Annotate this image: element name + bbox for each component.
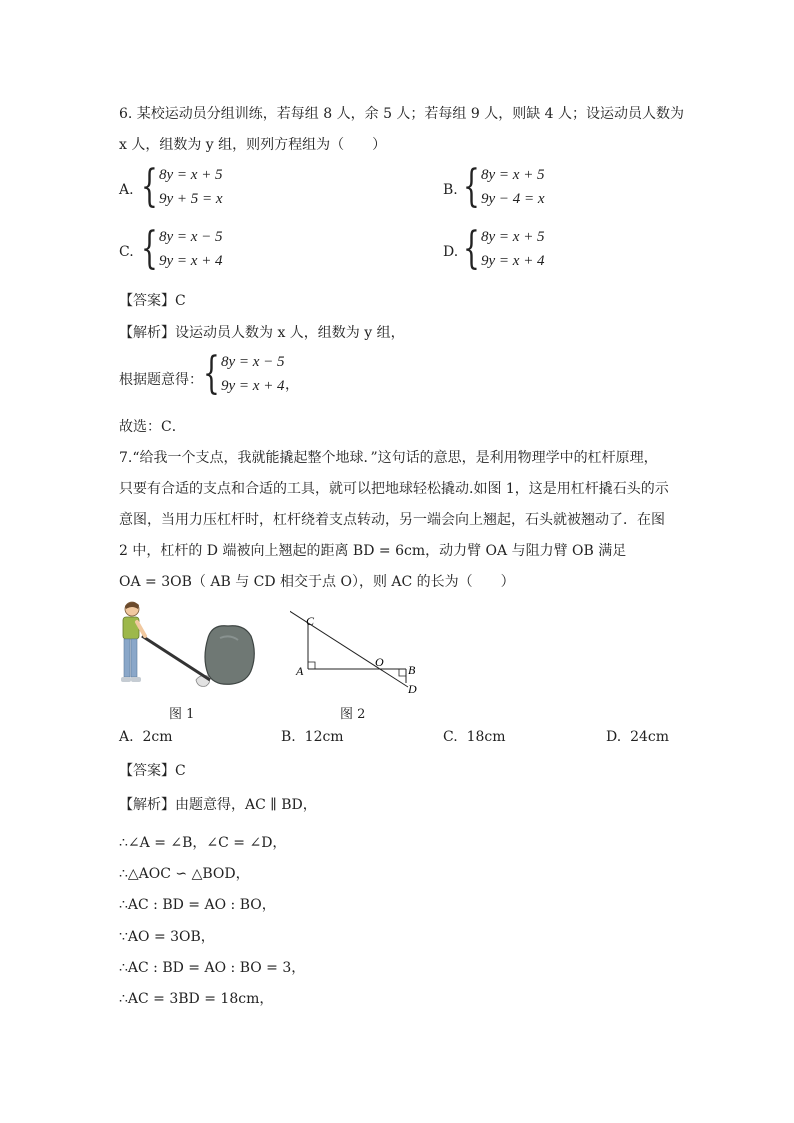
q7-step-2: ∴∠A = ∠B，∠C = ∠D，: [119, 835, 287, 851]
q6-option-d-eq1: 8y = x + 5: [481, 229, 545, 245]
q6-option-c-label: C.: [119, 244, 134, 260]
q7-step-1: 【解析】由题意得，AC ∥ BD，: [119, 797, 317, 813]
point-b-label: B: [408, 663, 416, 677]
lever-bar: [142, 636, 210, 680]
point-d-label: D: [408, 682, 417, 696]
q6-analysis-prefix: 根据题意得：: [119, 372, 203, 388]
q7-stem-line1: 7.“给我一个支点，我就能撬起整个地球．”这句话的意思，是利用物理学中的杠杆原理，: [119, 450, 658, 466]
q6-option-a-system: [141, 161, 261, 217]
q7-option-a-label: A.: [119, 729, 134, 745]
q7-option-a: [119, 729, 173, 745]
q7-option-b: [281, 729, 344, 745]
figure-2-caption: 图 2: [340, 707, 366, 722]
q6-option-c-eq2: 9y = x + 4: [159, 253, 223, 269]
q6-stem-line2: x 人，组数为 y 组，则列方程组为（ ）: [119, 137, 387, 153]
q7-option-c-label: C.: [443, 729, 458, 745]
q6-analysis-line1: 【解析】设运动员人数为 x 人，组数为 y 组，: [119, 325, 405, 341]
q6-option-b-eq1: 8y = x + 5: [481, 167, 545, 183]
q7-step-6: ∴AC : BD = AO : BO = 3，: [119, 960, 306, 976]
brace-icon: {: [141, 161, 158, 212]
figure-1-caption: 图 1: [169, 707, 195, 722]
q6-analysis-suffix: ，: [285, 377, 299, 393]
q7-answer: 【答案】C: [119, 763, 186, 779]
q7-option-d: [606, 729, 669, 745]
q7-option-d-value: 24cm: [630, 729, 670, 745]
q7-step-5: ∵AO = 3OB，: [119, 929, 215, 945]
brace-icon: {: [141, 223, 158, 274]
brace-icon: {: [203, 348, 220, 399]
figure-2-diagram: [290, 603, 430, 698]
q7-option-c-value: 18cm: [466, 729, 506, 745]
q7-step-7: ∴AC = 3BD = 18cm，: [119, 991, 274, 1007]
q6-option-b-label: B.: [443, 182, 458, 198]
q6-analysis-eq1: 8y = x − 5: [221, 354, 285, 370]
point-c-label: C: [306, 614, 315, 628]
brace-icon: {: [463, 161, 480, 212]
q6-option-b-eq2: 9y − 4 = x: [481, 191, 545, 207]
q7-option-c: [443, 729, 506, 745]
q7-option-b-label: B.: [281, 729, 296, 745]
q6-answer: 【答案】C: [119, 293, 186, 309]
q6-option-a-eq2: 9y + 5 = x: [159, 191, 223, 207]
point-a-label: A: [296, 664, 304, 678]
q7-option-d-label: D.: [606, 729, 622, 745]
q6-option-b-system: [463, 161, 583, 217]
person-icon: [121, 602, 145, 682]
right-angle-b-icon: [399, 669, 406, 676]
q6-option-a-eq1: 8y = x + 5: [159, 167, 223, 183]
rock-icon: [205, 626, 254, 685]
q6-stem-line1: 6. 某校运动员分组训练，若每组 8 人，余 5 人；若每组 9 人，则缺 4 人；设运动员人数为: [119, 106, 685, 122]
point-o-label: O: [375, 655, 384, 669]
q7-stem-line5: OA = 3OB（ AB 与 CD 相交于点 O），则 AC 的长为（ ）: [119, 574, 515, 590]
figure-1-lever-illustration: [112, 600, 272, 695]
q6-option-d-label: D.: [443, 244, 459, 260]
q6-option-d-system: [463, 223, 583, 279]
q7-step-3: ∴△AOC ∽ △BOD，: [119, 866, 250, 882]
q6-analysis-eq2: 9y = x + 4: [221, 378, 285, 394]
brace-icon: {: [463, 223, 480, 274]
q7-step-4: ∴AC : BD = AO : BO，: [119, 897, 276, 913]
q6-conclusion: 故选：C．: [119, 419, 186, 435]
q7-option-a-value: 2cm: [142, 729, 173, 745]
q7-stem-line3: 意图，当用力压杠杆时，杠杆绕着支点转动，另一端会向上翘起，石头就被翘动了．在图: [119, 512, 665, 528]
q6-option-a-label: A.: [119, 182, 134, 198]
q7-option-b-value: 12cm: [304, 729, 344, 745]
q6-option-d-eq2: 9y = x + 4: [481, 253, 545, 269]
q7-stem-line4: 2 中，杠杆的 D 端被向上翘起的距离 BD = 6cm，动力臂 OA 与阻力臂 OB 满足: [119, 543, 627, 559]
q6-option-c-eq1: 8y = x − 5: [159, 229, 223, 245]
q7-stem-line2: 只要有合适的支点和合适的工具，就可以把地球轻松撬动.如图 1，这是用杠杆撬石头的示: [119, 481, 669, 497]
right-angle-a-icon: [308, 662, 315, 669]
q6-option-c-system: [141, 223, 261, 279]
